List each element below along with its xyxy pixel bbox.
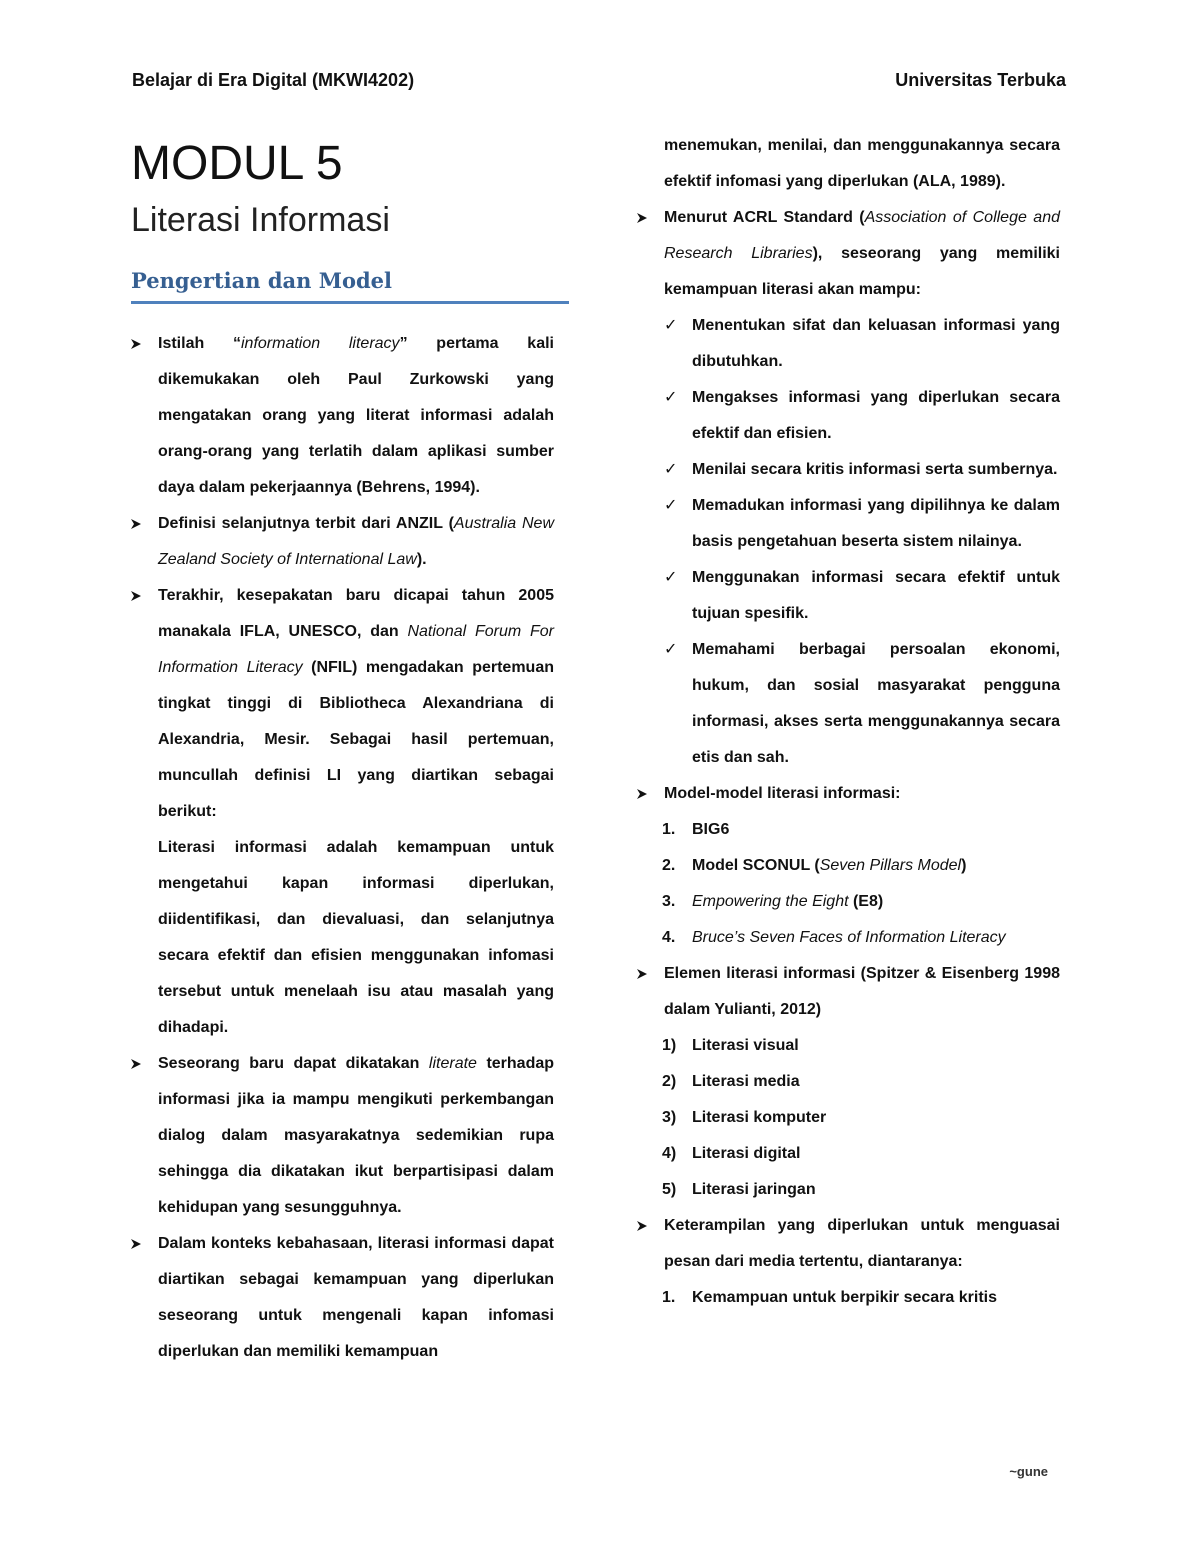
module-subtitle: Literasi Informasi — [131, 201, 390, 239]
check-item: ✓ Memadukan informasi yang dipilihnya ke dalam basis pengetahuan beserta sistem nilainya. — [636, 488, 1060, 560]
arrow-bullet-icon — [636, 956, 660, 992]
check-item: ✓ Mengakses informasi yang diperlukan secara efektif dan efisien. — [636, 380, 1060, 452]
left-column — [130, 326, 554, 1370]
header-university: Universitas Terbuka — [895, 70, 1066, 90]
skill-item: 1. Kemampuan untuk berpikir secara kritis — [662, 1289, 997, 1306]
arrow-bullet-icon — [636, 200, 660, 236]
module-title: MODUL 5 — [131, 137, 343, 190]
element-item: 3) Literasi komputer — [662, 1109, 827, 1126]
bullet-item: Elemen literasi informasi (Spitzer & Eisenberg 1998 dalam Yulianti, 2012) — [636, 956, 1060, 1028]
element-item: 5) Literasi jaringan — [662, 1181, 816, 1198]
model-item: 2. Model SCONUL (Seven Pillars Model) — [662, 857, 967, 874]
check-item: ✓ Menentukan sifat dan keluasan informasi yang dibutuhkan. — [636, 308, 1060, 380]
element-item: 4) Literasi digital — [662, 1145, 801, 1162]
bullet-item: Model-model literasi informasi: — [636, 776, 1060, 812]
bullet-item: Dalam konteks kebahasaan, literasi informasi dapat diartikan sebagai kemampuan yang diperlukan seseorang untuk mengenali kapan infomasi diperlukan dan memiliki kemampuan — [130, 1226, 554, 1370]
arrow-bullet-icon — [636, 776, 660, 812]
arrow-bullet-icon — [130, 326, 154, 362]
right-column — [636, 128, 1060, 1316]
checkmark-icon: ✓ — [664, 569, 678, 586]
arrow-bullet-icon — [130, 1226, 154, 1262]
model-item: 1. BIG6 — [662, 821, 730, 838]
check-item: ✓ Menggunakan informasi secara efektif untuk tujuan spesifik. — [636, 560, 1060, 632]
checkmark-icon: ✓ — [664, 389, 678, 406]
bullet-item: Definisi selanjutnya terbit dari ANZIL (Australia New Zealand Society of International Law). — [130, 506, 554, 578]
model-item: 3. Empowering the Eight (E8) — [662, 893, 884, 910]
check-item: ✓ Menilai secara kritis informasi serta sumbernya. — [636, 452, 1060, 488]
checkmark-icon: ✓ — [664, 641, 678, 658]
model-item: 4. Bruce’s Seven Faces of Information Literacy — [662, 929, 1006, 946]
definition-paragraph: Literasi informasi adalah kemampuan untuk mengetahui kapan informasi diperlukan, diidentifikasi, dan dievaluasi, dan selanjutnya secara efektif dan efisien menggunakan infomasi tersebut untuk menelaah isu atau masalah yang dihadapi. — [158, 839, 554, 1036]
bullet-item: Terakhir, kesepakatan baru dicapai tahun 2005 manakala IFLA, UNESCO, dan National Forum For Information Literacy (NFIL) mengadakan pertemuan tingkat tinggi di Bibliotheca Alexandriana di Alexandria, Mesir. Sebagai hasil pertemuan, muncullah definisi LI yang diartikan sebagai berikut: — [130, 578, 554, 830]
bullet-item: Istilah “information literacy” pertama kali dikemukakan oleh Paul Zurkowski yang mengatakan orang yang literat informasi adalah orang-orang yang terlatih dalam aplikasi sumber daya dalam pekerjaannya (Behrens, 1994). — [130, 326, 554, 506]
section-heading: Pengertian dan Model — [131, 268, 569, 304]
arrow-bullet-icon — [130, 506, 154, 542]
bullet-item: Menurut ACRL Standard (Association of College and Research Libraries), seseorang yang memiliki kemampuan literasi akan mampu: — [636, 200, 1060, 308]
check-item: ✓ Memahami berbagai persoalan ekonomi, hukum, dan sosial masyarakat pengguna informasi, akses serta menggunakannya secara etis dan sah. — [636, 632, 1060, 776]
arrow-bullet-icon — [130, 1046, 154, 1082]
element-item: 1) Literasi visual — [662, 1037, 799, 1054]
checkmark-icon: ✓ — [664, 497, 678, 514]
checkmark-icon: ✓ — [664, 317, 678, 334]
checkmark-icon: ✓ — [664, 461, 678, 478]
arrow-bullet-icon — [130, 578, 154, 614]
footer-signature: ~gune — [1009, 1464, 1048, 1479]
arrow-bullet-icon — [636, 1208, 660, 1244]
header-course: Belajar di Era Digital (MKWI4202) — [132, 70, 415, 90]
bullet-item: Seseorang baru dapat dikatakan literate terhadap informasi jika ia mampu mengikuti perkembangan dialog dalam masyarakatnya sedemikian rupa sehingga dia dikatakan ikut berpartisipasi dalam kehidupan yang sesungguhnya. — [130, 1046, 554, 1226]
bullet-item: Keterampilan yang diperlukan untuk menguasai pesan dari media tertentu, diantaranya: — [636, 1208, 1060, 1280]
continued-paragraph: menemukan, menilai, dan menggunakannya secara efektif infomasi yang diperlukan (ALA, 1989). — [664, 137, 1060, 190]
element-item: 2) Literasi media — [662, 1073, 800, 1090]
